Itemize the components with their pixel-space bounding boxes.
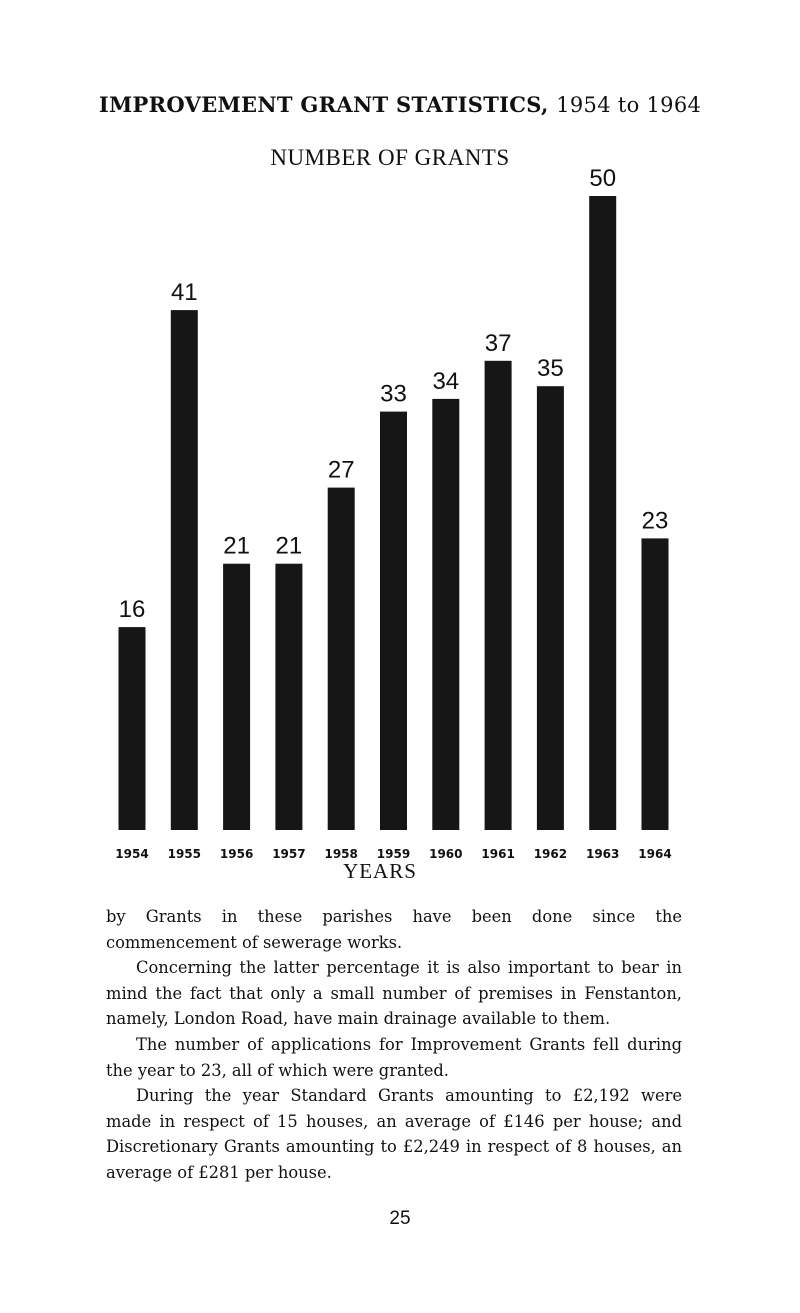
x-tick-label-1963: 1963 [585, 847, 620, 860]
paragraph-2: Concerning the latter percentage it is also important to bear in mind the fact that only a small number of premises in Fenstanton, namely, London Road, have main drainage available to them. [106, 958, 682, 1029]
data-label-1959: 33 [380, 380, 407, 408]
bar-1956 [223, 564, 250, 830]
bar-1954 [119, 627, 146, 830]
paragraph-1: by Grants in these parishes have been done since the commencement of sewerage works. [106, 907, 682, 952]
data-label-1960: 34 [432, 367, 460, 395]
data-label-1964: 23 [641, 507, 669, 535]
x-tick-label-1958: 1958 [324, 847, 358, 860]
bar-1964 [642, 538, 669, 830]
paragraph-3: The number of applications for Improvement Grants fell during the year to 23, all of which were granted. [106, 1034, 682, 1080]
x-tick-label-1954: 1954 [115, 847, 149, 860]
x-tick-label-1960: 1960 [429, 847, 463, 860]
data-label-1956: 21 [223, 532, 250, 560]
page-number: 25 [389, 1208, 411, 1229]
bar-1959 [380, 412, 407, 830]
bar-1960 [432, 399, 459, 830]
x-tick-label-1964: 1964 [638, 847, 672, 860]
data-label-1962: 35 [537, 355, 564, 383]
data-label-1954: 16 [118, 596, 146, 624]
bar-1957 [275, 564, 302, 830]
bar-1955 [171, 310, 198, 830]
bar-1958 [328, 488, 355, 830]
chart-subtitle: NUMBER OF GRANTS [270, 145, 510, 170]
bar-1963 [589, 196, 616, 830]
x-tick-label-1962: 1962 [533, 847, 568, 860]
body-text [106, 904, 682, 1186]
x-tick-label-1957: 1957 [272, 847, 306, 860]
data-label-1957: 21 [275, 532, 303, 560]
bar-1961 [485, 361, 512, 830]
paragraph-4: During the year Standard Grants amounting to £2,192 were made in respect of 15 houses, an average of £146 per house; and Discretionary Grants amounting to £2,249 in respect of 8 houses, an average of £281 per house. [106, 1086, 682, 1182]
x-tick-label-1961: 1961 [481, 847, 515, 860]
x-axis-label: YEARS [343, 859, 417, 883]
data-label-1955: 41 [170, 279, 198, 307]
bar-1962 [537, 386, 564, 830]
x-tick-label-1959: 1959 [376, 847, 411, 860]
x-tick-label-1955: 1955 [167, 847, 202, 860]
x-tick-label-1956: 1956 [219, 847, 254, 860]
data-label-1963: 50 [589, 165, 617, 192]
chart-title-year-range: 1954 to 1964 [556, 93, 702, 117]
data-label-1961: 37 [484, 329, 512, 357]
data-label-1958: 27 [327, 456, 355, 484]
chart-title-text: IMPROVEMENT GRANT STATISTICS, [98, 92, 549, 117]
